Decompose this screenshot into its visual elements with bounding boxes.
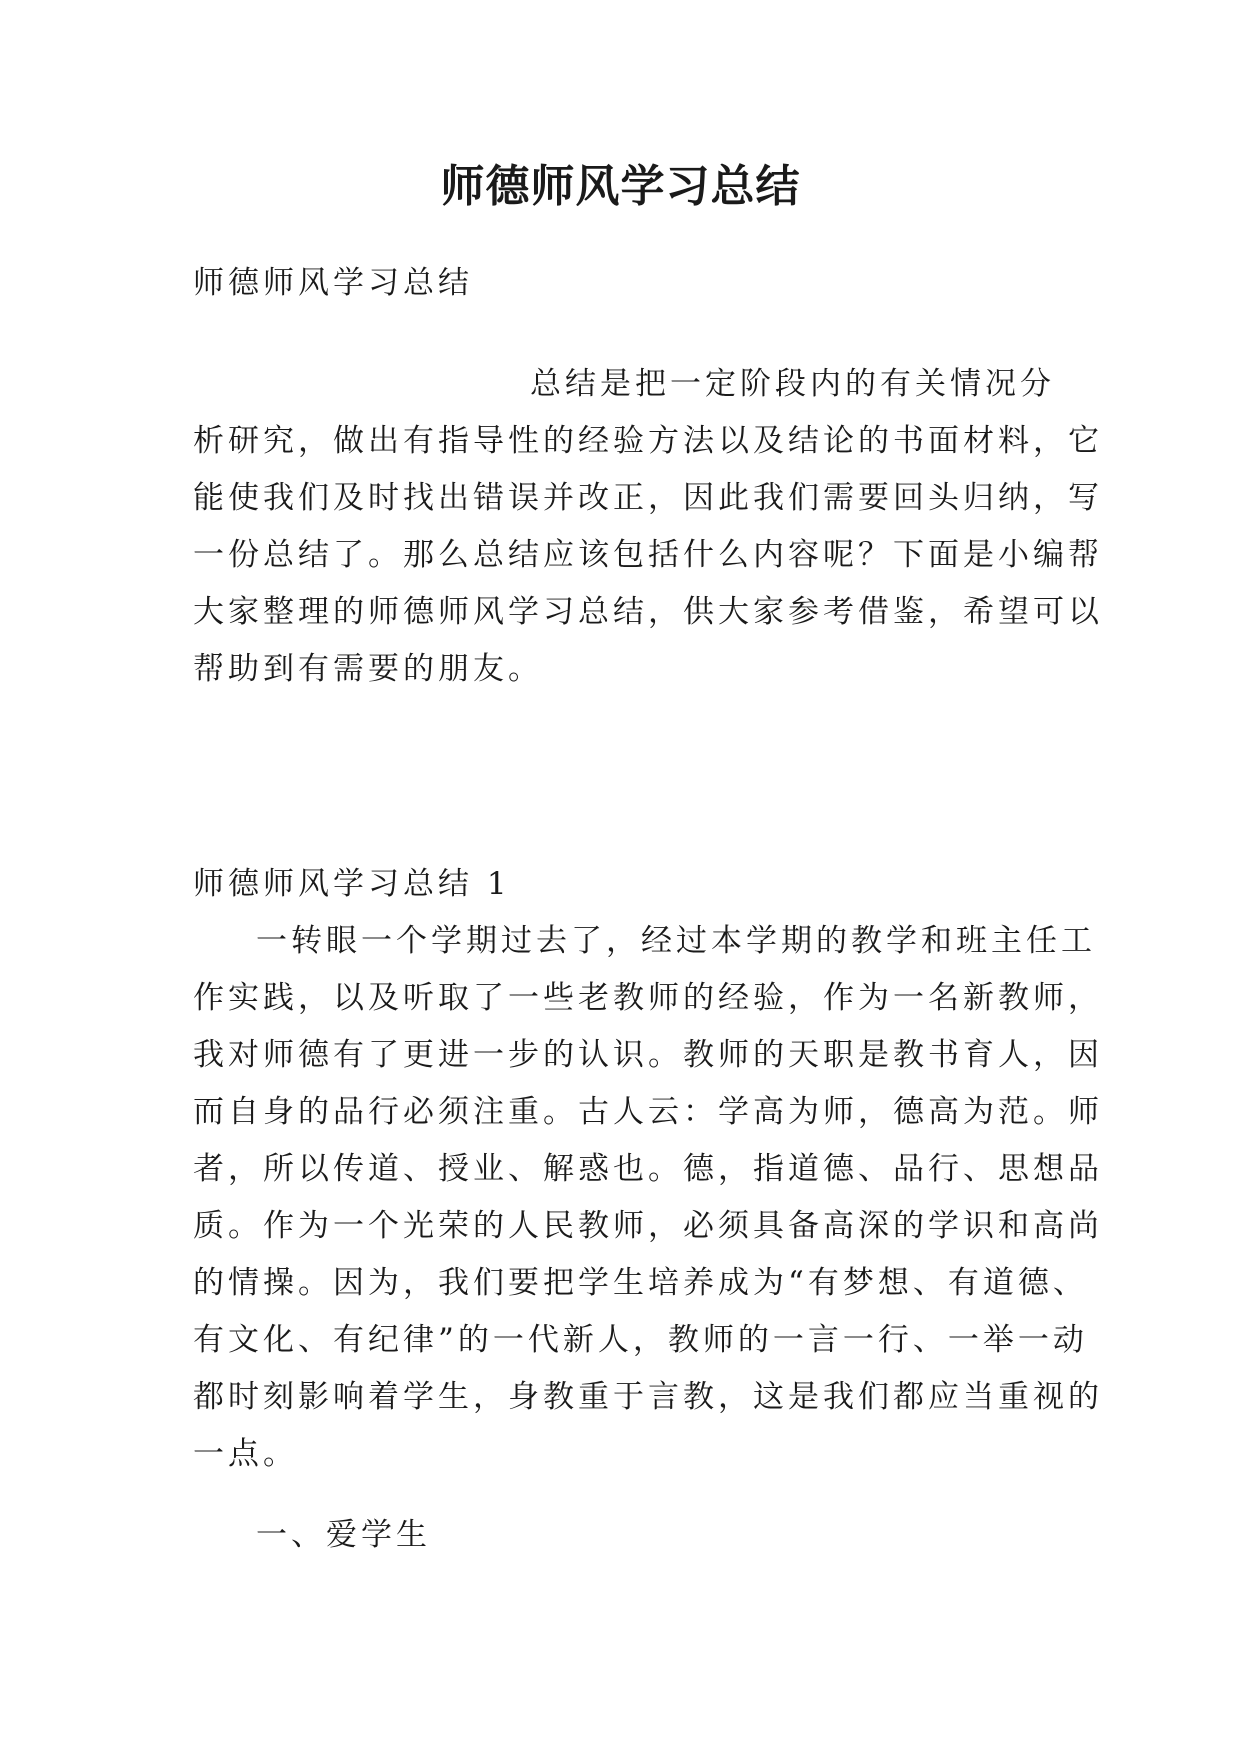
intro-line: 一份总结了。那么总结应该包括什么内容呢？下面是小编帮 [193,537,1103,573]
body-line: 一转眼一个学期过去了，经过本学期的教学和班主任工 [256,923,1096,959]
intro-line: 大家整理的师德师风学习总结，供大家参考借鉴，希望可以 [193,594,1103,630]
point-heading: 一、爱学生 [256,1517,431,1553]
intro-line: 帮助到有需要的朋友。 [193,651,543,687]
intro-line: 析研究，做出有指导性的经验方法以及结论的书面材料，它 [193,423,1103,459]
body-line: 而自身的品行必须注重。古人云：学高为师，德高为范。师 [193,1094,1103,1130]
intro-line: 能使我们及时找出错误并改正，因此我们需要回头归纳，写 [193,480,1103,516]
document-subtitle: 师德师风学习总结 [193,265,473,301]
body-line: 我对师德有了更进一步的认识。教师的天职是教书育人，因 [193,1037,1103,1073]
document-title: 师德师风学习总结 [440,161,801,212]
body-line: 者，所以传道、授业、解惑也。德，指道德、品行、思想品 [193,1151,1103,1187]
body-line: 都时刻影响着学生，身教重于言教，这是我们都应当重视的 [193,1379,1103,1415]
body-line: 有文化、有纪律”的一代新人，教师的一言一行、一举一动 [193,1322,1088,1358]
section-heading: 师德师风学习总结 1 [193,866,511,902]
body-line: 的情操。因为，我们要把学生培养成为“有梦想、有道德、 [193,1265,1088,1301]
intro-line: 总结是把一定阶段内的有关情况分 [530,366,1055,402]
body-line: 质。作为一个光荣的人民教师，必须具备高深的学识和高尚 [193,1208,1103,1244]
body-line: 作实践，以及听取了一些老教师的经验，作为一名新教师， [193,980,1103,1016]
body-line: 一点。 [193,1436,298,1472]
